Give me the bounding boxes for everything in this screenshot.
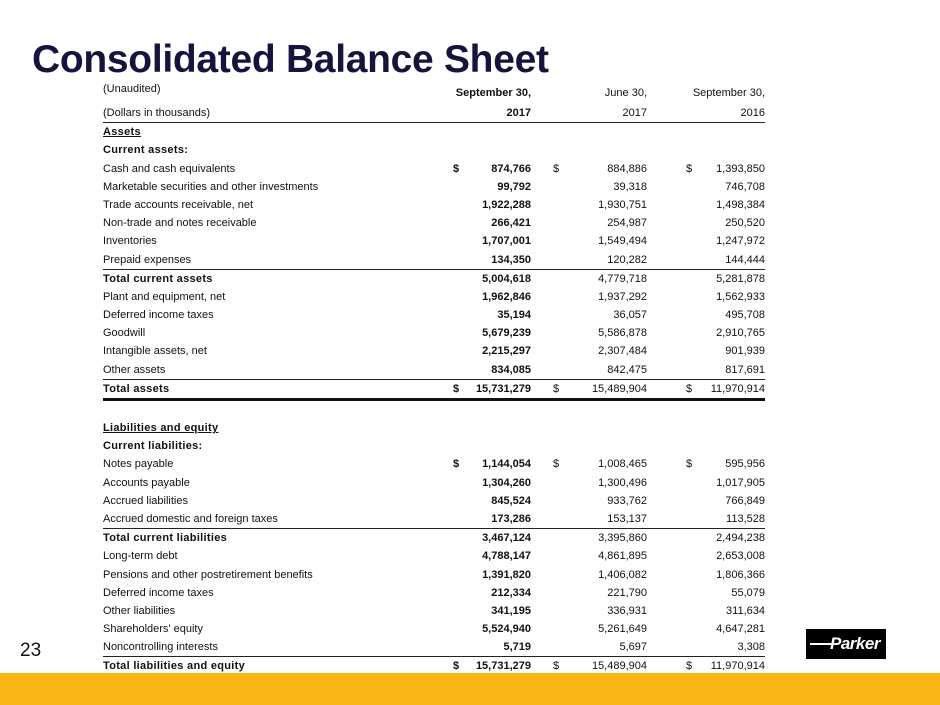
value-col1: 15,731,279	[475, 382, 531, 395]
current-assets-heading: Current assets:	[103, 144, 189, 157]
value-col3: 144,444	[725, 253, 765, 266]
page-number: 23	[20, 640, 42, 661]
value-col1: 1,391,820	[482, 568, 531, 581]
value-col2: 1,300,496	[598, 476, 647, 489]
assets-heading-row	[103, 123, 765, 141]
dollar-sign-col2: $	[553, 382, 560, 395]
dollar-sign-col2: $	[553, 660, 560, 673]
section-spacer	[103, 401, 765, 419]
value-col1: 212,334	[491, 586, 531, 599]
row-label: Goodwill	[103, 327, 146, 340]
current-liabilities-rows	[103, 455, 765, 529]
row-label: Total current assets	[103, 272, 213, 285]
table-row	[103, 232, 765, 250]
dollar-sign-col2: $	[553, 458, 560, 471]
value-col3: 2,653,008	[716, 550, 765, 563]
dollar-sign-col1: $	[453, 162, 460, 175]
value-col2: 15,489,904	[591, 382, 647, 395]
value-col3: 4,647,281	[716, 623, 765, 636]
value-col3: 1,017,905	[716, 476, 765, 489]
value-col2: 1,008,465	[598, 458, 647, 471]
value-col2: 39,318	[613, 180, 647, 193]
value-col1: 1,962,846	[482, 290, 531, 303]
value-col2: 4,779,718	[598, 272, 647, 285]
footer-bar	[0, 673, 940, 705]
value-col1: 35,194	[497, 309, 531, 322]
value-col1: 1,304,260	[482, 476, 531, 489]
value-col2: 933,762	[607, 494, 647, 507]
row-label: Marketable securities and other investments	[103, 180, 319, 193]
value-col3: 250,520	[725, 217, 765, 230]
value-col1: 134,350	[491, 253, 531, 266]
col2-header-year: 2017	[622, 107, 647, 119]
value-col1: 834,085	[491, 363, 531, 376]
current-liabilities-heading-row	[103, 437, 765, 455]
dollar-sign-col1: $	[453, 660, 460, 673]
row-label: Other assets	[103, 363, 166, 376]
value-col3: 113,528	[726, 512, 765, 525]
value-col3: 55,079	[731, 586, 765, 599]
dollar-sign-col3: $	[686, 162, 693, 175]
header-row-years	[103, 104, 765, 123]
value-col3: 766,849	[725, 494, 765, 507]
table-row	[103, 306, 765, 324]
table-row	[103, 566, 765, 584]
row-label: Inventories	[103, 235, 157, 248]
value-col3: 1,498,384	[716, 198, 765, 211]
col2-header-date: June 30,	[604, 87, 647, 99]
row-label: Cash and cash equivalents	[103, 162, 236, 175]
value-col2: 5,586,878	[598, 327, 647, 340]
value-col1: 845,524	[491, 494, 531, 507]
row-label: Shareholders' equity	[103, 623, 203, 636]
value-col1: 1,144,054	[482, 458, 531, 471]
current-assets-rows	[103, 160, 765, 270]
row-label: Accrued domestic and foreign taxes	[103, 512, 278, 525]
table-row	[103, 288, 765, 306]
value-col3: 2,494,238	[716, 532, 765, 545]
total-current-liabilities-row	[103, 529, 765, 547]
row-label: Trade accounts receivable, net	[103, 198, 254, 211]
table-row	[103, 474, 765, 492]
value-col2: 5,261,649	[598, 623, 647, 636]
value-col1: 173,286	[491, 512, 531, 525]
value-col1: 5,719	[503, 641, 531, 654]
value-col2: 842,475	[607, 363, 647, 376]
value-col3: 901,939	[725, 345, 765, 358]
table-row	[103, 214, 765, 232]
value-col3: 5,281,878	[716, 272, 765, 285]
table-row	[103, 196, 765, 214]
row-label: Deferred income taxes	[103, 309, 214, 322]
table-row	[103, 342, 765, 360]
assets-heading: Assets	[103, 126, 141, 139]
table-row	[103, 251, 765, 270]
value-col2: 1,937,292	[598, 290, 647, 303]
row-label: Intangible assets, net	[103, 345, 207, 358]
table-row	[103, 160, 765, 178]
value-col3: 11,970,914	[710, 382, 765, 395]
table-row	[103, 547, 765, 565]
col1-header-year: 2017	[506, 107, 531, 119]
logo-line-icon	[810, 643, 832, 645]
row-label: Plant and equipment, net	[103, 290, 226, 303]
value-col1: 3,467,124	[482, 532, 531, 545]
value-col2: 254,987	[607, 217, 647, 230]
row-label: Accrued liabilities	[103, 494, 188, 507]
unaudited-label: (Unaudited)	[103, 83, 161, 95]
value-col3: 1,806,366	[716, 568, 765, 581]
dollar-sign-col2: $	[553, 162, 560, 175]
value-col3: 3,308	[737, 641, 765, 654]
value-col2: 5,697	[619, 641, 647, 654]
row-label: Noncontrolling interests	[103, 641, 218, 654]
units-label: (Dollars in thousands)	[103, 107, 210, 119]
total-current-assets-row	[103, 270, 765, 288]
value-col1: 5,679,239	[482, 327, 531, 340]
row-label: Non-trade and notes receivable	[103, 217, 257, 230]
row-label: Accounts payable	[103, 476, 190, 489]
table-row	[103, 638, 765, 657]
value-col3: 11,970,914	[710, 660, 765, 673]
value-col2: 221,790	[607, 586, 647, 599]
col3-header-year: 2016	[740, 107, 765, 119]
value-col2: 1,549,494	[598, 235, 647, 248]
value-col2: 336,931	[607, 604, 647, 617]
dollar-sign-col1: $	[453, 458, 460, 471]
value-col3: 1,247,972	[716, 235, 765, 248]
value-col3: 2,910,765	[716, 327, 765, 340]
table-row	[103, 584, 765, 602]
value-col1: 99,792	[497, 180, 531, 193]
row-label: Notes payable	[103, 458, 174, 471]
value-col1: 5,004,618	[482, 272, 531, 285]
header-row-dates	[103, 82, 765, 104]
value-col3: 746,708	[725, 180, 765, 193]
value-col3: 1,562,933	[716, 290, 765, 303]
value-col2: 153,137	[607, 512, 647, 525]
value-col2: 2,307,484	[598, 345, 647, 358]
page-title: Consolidated Balance Sheet	[32, 38, 549, 81]
value-col1: 5,524,940	[482, 623, 531, 636]
table-row	[103, 178, 765, 196]
dollar-sign-col3: $	[686, 458, 693, 471]
total-assets-row	[103, 380, 765, 401]
table-row	[103, 361, 765, 380]
value-col1: 15,731,279	[475, 660, 531, 673]
value-col1: 874,766	[491, 162, 531, 175]
col3-header-date: September 30,	[692, 87, 765, 99]
current-liabilities-heading: Current liabilities:	[103, 440, 203, 453]
balance-sheet-table	[103, 82, 765, 679]
value-col1: 341,195	[491, 604, 531, 617]
value-col1: 266,421	[491, 217, 531, 230]
value-col2: 3,395,860	[598, 532, 647, 545]
liabilities-heading: Liabilities and equity	[103, 422, 219, 434]
row-label: Long-term debt	[103, 550, 178, 563]
row-label: Total liabilities and equity	[103, 660, 246, 673]
dollar-sign-col1: $	[453, 382, 460, 395]
dollar-sign-col3: $	[686, 382, 693, 395]
value-col2: 1,406,082	[598, 568, 647, 581]
table-row	[103, 492, 765, 510]
table-row	[103, 324, 765, 342]
parker-logo	[806, 629, 886, 659]
value-col1: 1,922,288	[482, 198, 531, 211]
table-row	[103, 510, 765, 529]
value-col3: 311,634	[726, 604, 765, 617]
current-assets-heading-row	[103, 141, 765, 159]
value-col1: 4,788,147	[482, 550, 531, 563]
table-row	[103, 620, 765, 638]
logo-text: Parker	[830, 634, 880, 653]
table-row	[103, 455, 765, 473]
value-col3: 595,956	[725, 458, 765, 471]
dollar-sign-col3: $	[686, 660, 693, 673]
value-col2: 15,489,904	[591, 660, 647, 673]
value-col1: 1,707,001	[482, 235, 531, 248]
row-label: Other liabilities	[103, 604, 176, 617]
value-col3: 1,393,850	[716, 162, 765, 175]
value-col2: 1,930,751	[598, 198, 647, 211]
value-col2: 4,861,895	[598, 550, 647, 563]
row-label: Pensions and other postretirement benefits	[103, 568, 313, 581]
value-col2: 884,886	[607, 162, 647, 175]
row-label: Total current liabilities	[103, 532, 228, 545]
value-col3: 817,691	[725, 363, 765, 376]
table-row	[103, 602, 765, 620]
row-label: Total assets	[103, 382, 170, 395]
value-col1: 2,215,297	[482, 345, 531, 358]
liabilities-heading-row	[103, 419, 765, 437]
value-col3: 495,708	[725, 309, 765, 322]
col1-header-date: September 30,	[455, 87, 531, 99]
other-liabilities-rows	[103, 547, 765, 657]
other-assets-rows	[103, 288, 765, 380]
row-label: Prepaid expenses	[103, 253, 192, 266]
value-col2: 120,282	[607, 253, 647, 266]
value-col2: 36,057	[613, 309, 647, 322]
row-label: Deferred income taxes	[103, 586, 214, 599]
